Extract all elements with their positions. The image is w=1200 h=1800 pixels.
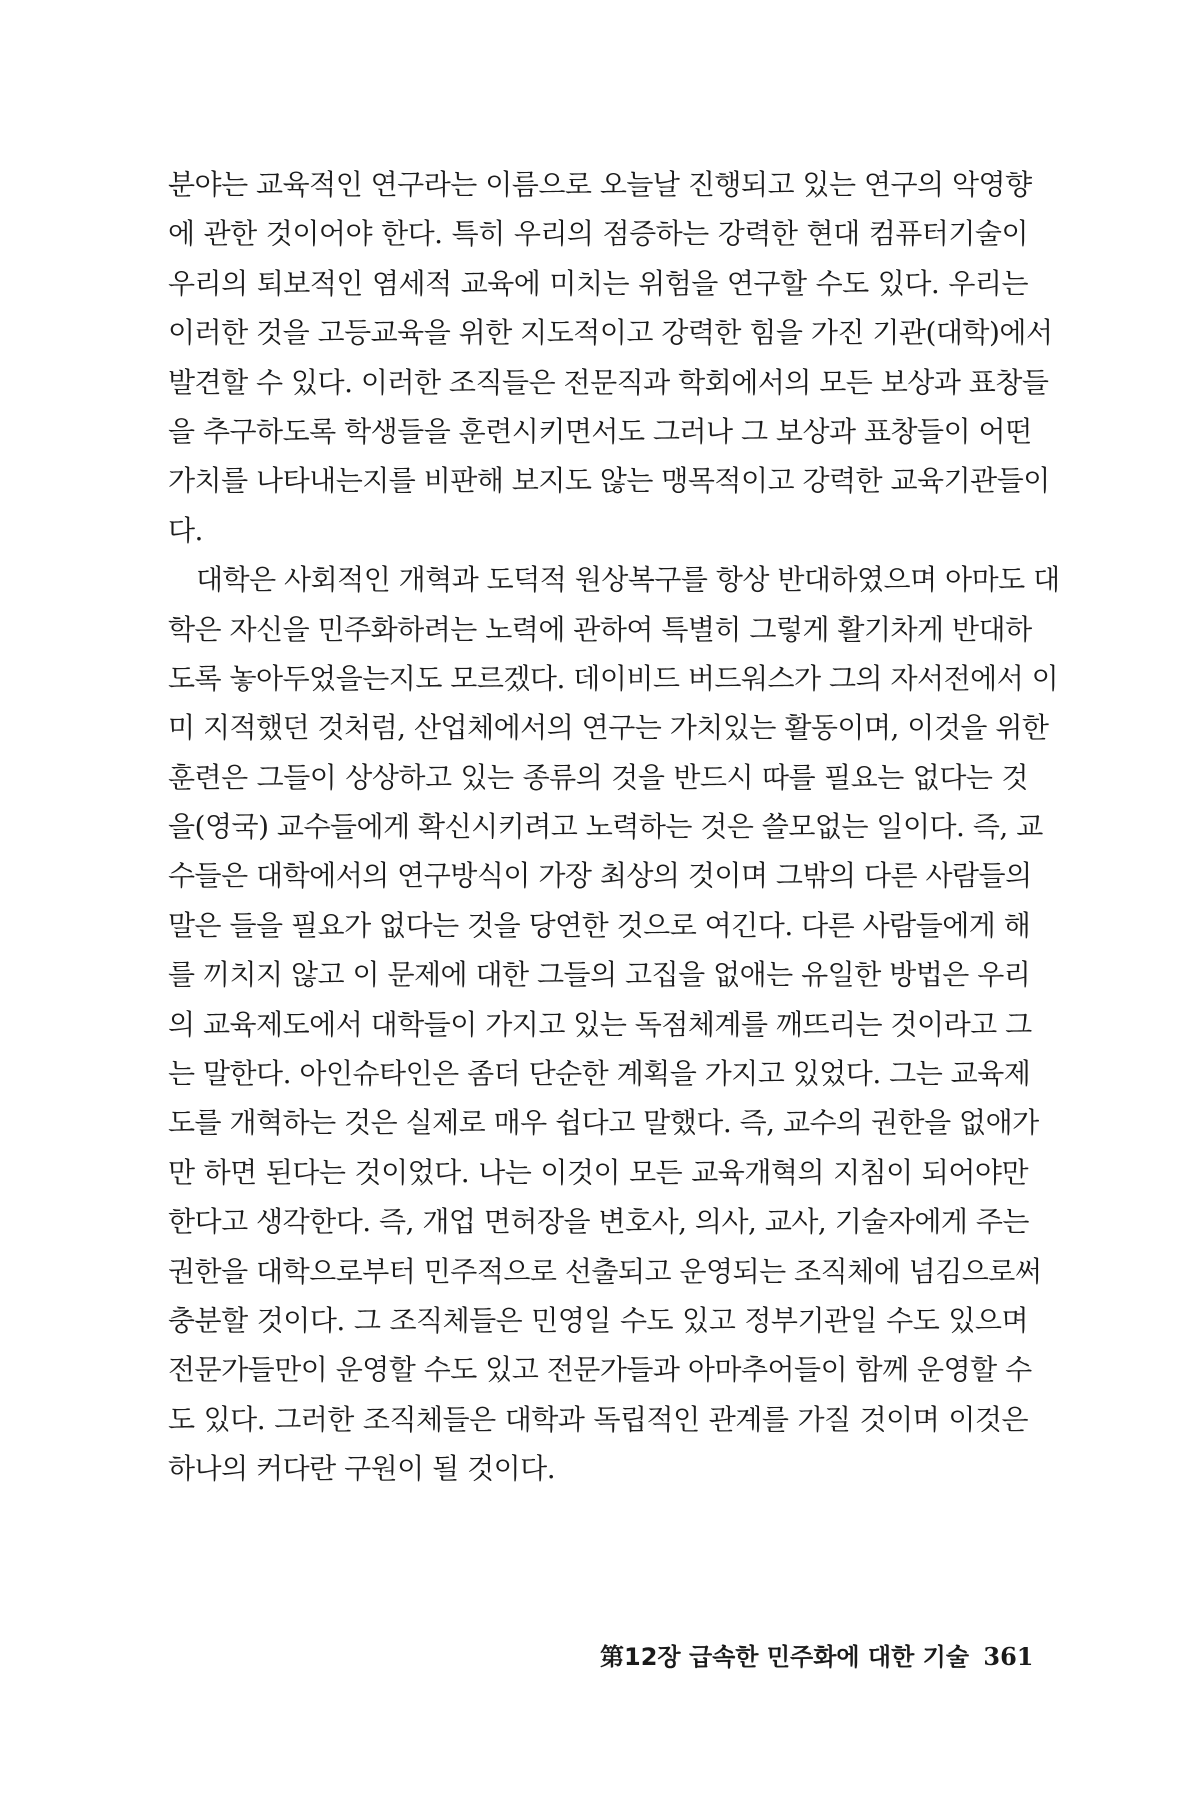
text-line: 다. [168, 513, 203, 547]
paragraph-2 [168, 555, 1060, 1493]
text-line: 한다고 생각한다. 즉, 개업 면허장을 변호사, 의사, 교사, 기술자에게 주는 [168, 1205, 1029, 1239]
text-line: 대학은 사회적인 개혁과 도덕적 원상복구를 항상 반대하였으며 아마도 대 [196, 563, 1060, 597]
text-line: 를 끼치지 않고 이 문제에 대한 그들의 고집을 없애는 유일한 방법은 우리 [168, 958, 1031, 992]
paragraph-1 [168, 160, 1053, 555]
running-footer [600, 1640, 1034, 1674]
text-line: 에 관한 것이어야 한다. 특히 우리의 점증하는 강력한 현대 컴퓨터기술이 [168, 217, 1028, 251]
text-line: 의 교육제도에서 대학들이 가지고 있는 독점체계를 깨뜨리는 것이라고 그 [168, 1007, 1032, 1041]
text-line: 충분할 것이다. 그 조직체들은 민영일 수도 있고 정부기관일 수도 있으며 [168, 1303, 1028, 1337]
text-line: 훈련은 그들이 상상하고 있는 종류의 것을 반드시 따를 필요는 없다는 것 [168, 760, 1028, 794]
page-number: 361 [983, 1642, 1034, 1671]
text-line: 도를 개혁하는 것은 실제로 매우 쉽다고 말했다. 즉, 교수의 권한을 없애가 [168, 1106, 1039, 1140]
text-line: 도 있다. 그러한 조직체들은 대학과 독립적인 관계를 가질 것이며 이것은 [168, 1402, 1028, 1436]
text-line: 권한을 대학으로부터 민주적으로 선출되고 운영되는 조직체에 넘김으로써 [168, 1254, 1042, 1288]
text-line: 분야는 교육적인 연구라는 이름으로 오늘날 진행되고 있는 연구의 악영향 [168, 168, 1032, 201]
text-line: 을 추구하도록 학생들을 훈련시키면서도 그러나 그 보상과 표창들이 어떤 [168, 414, 1032, 448]
text-line: 도록 놓아두었을는지도 모르겠다. 데이비드 버드워스가 그의 자서전에서 이 [168, 661, 1059, 695]
text-line: 말은 들을 필요가 없다는 것을 당연한 것으로 여긴다. 다른 사람들에게 해 [168, 908, 1031, 942]
text-line: 학은 자신을 민주화하려는 노력에 관하여 특별히 그렇게 활기차게 반대하 [168, 612, 1032, 646]
text-line: 우리의 퇴보적인 염세적 교육에 미치는 위험을 연구할 수도 있다. 우리는 [168, 266, 1028, 300]
text-line: 전문가들만이 운영할 수도 있고 전문가들과 아마추어들이 함께 운영할 수 [168, 1353, 1032, 1387]
text-line: 가치를 나타내는지를 비판해 보지도 않는 맹목적이고 강력한 교육기관들이 [168, 464, 1050, 498]
text-line: 미 지적했던 것처럼, 산업체에서의 연구는 가치있는 활동이며, 이것을 위한 [168, 711, 1049, 745]
text-line: 하나의 커다란 구원이 될 것이다. [168, 1452, 556, 1486]
text-line: 을(영국) 교수들에게 확신시키려고 노력하는 것은 쓸모없는 일이다. 즉, 교 [168, 810, 1043, 844]
chapter-title: 第12장 급속한 민주화에 대한 기술 [600, 1643, 970, 1671]
text-line: 이러한 것을 고등교육을 위한 지도적이고 강력한 힘을 가진 기관(대학)에서 [168, 316, 1053, 350]
text-line: 수들은 대학에서의 연구방식이 가장 최상의 것이며 그밖의 다른 사람들의 [168, 859, 1032, 893]
text-line: 는 말한다. 아인슈타인은 좀더 단순한 계획을 가지고 있었다. 그는 교육제 [168, 1057, 1031, 1091]
body-text [168, 160, 1060, 1494]
text-line: 발견할 수 있다. 이러한 조직들은 전문직과 학회에서의 모든 보상과 표창들 [168, 365, 1049, 399]
text-line: 만 하면 된다는 것이었다. 나는 이것이 모든 교육개혁의 지침이 되어야만 [168, 1155, 1028, 1189]
